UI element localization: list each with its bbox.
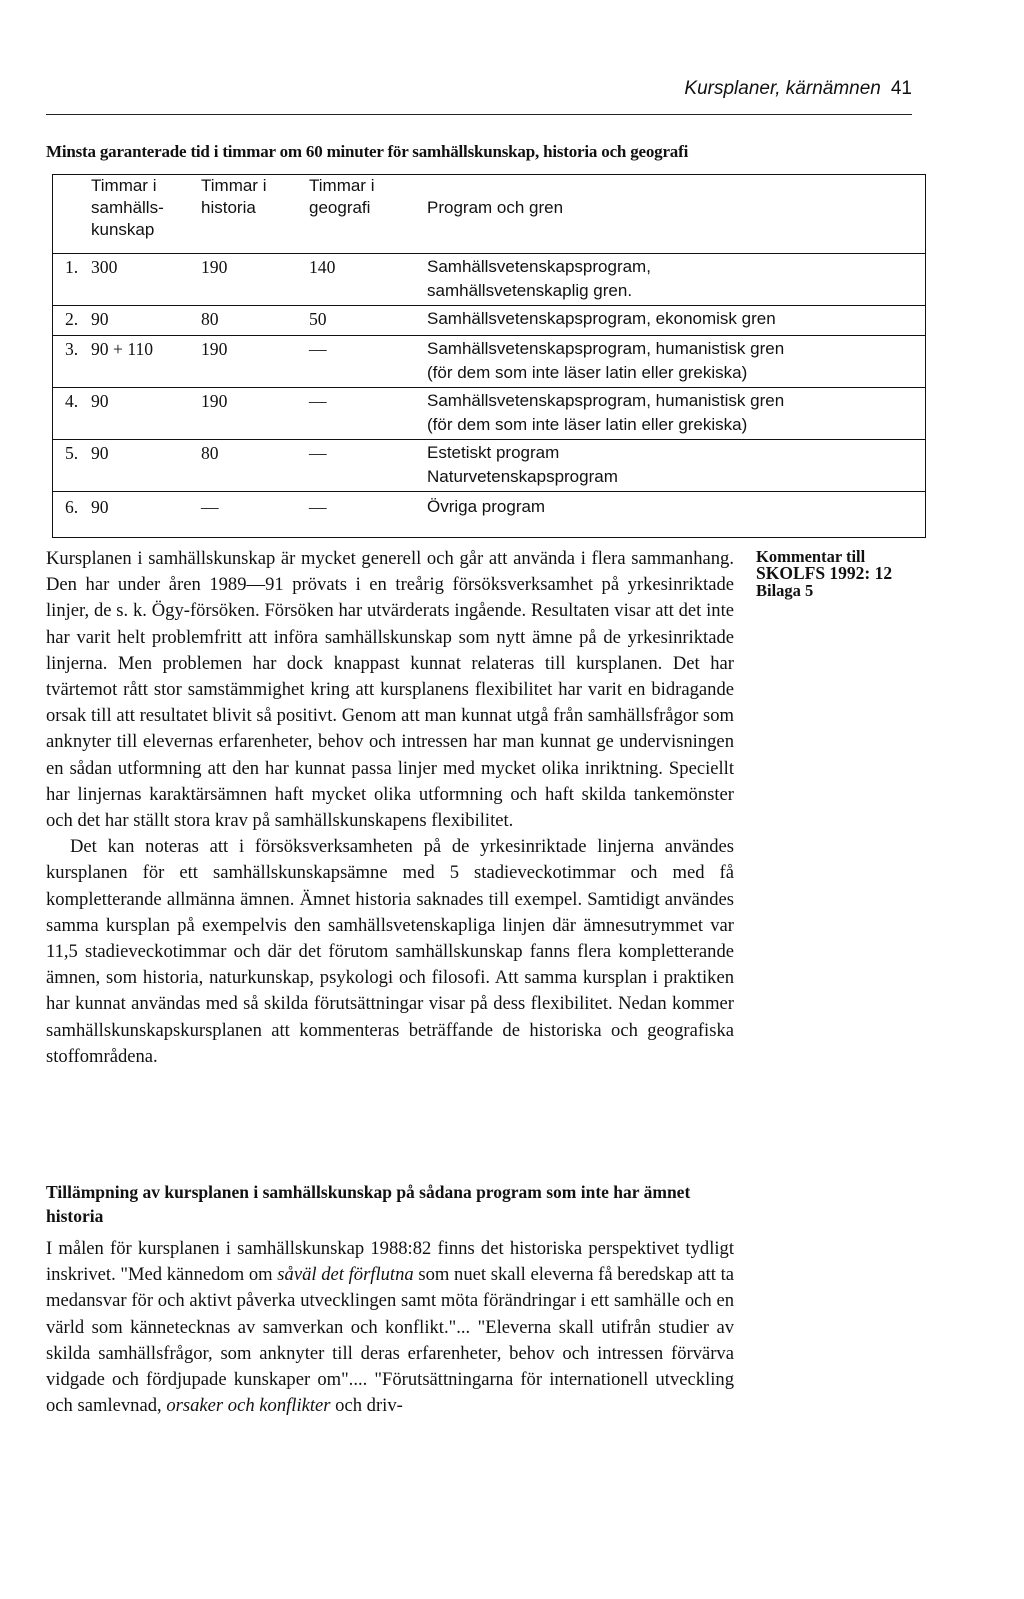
running-head bbox=[684, 78, 912, 100]
cell-historia: 190 bbox=[201, 339, 228, 359]
cell-samhallskunskap: 90 bbox=[91, 309, 109, 329]
cell-samhallskunskap: 90 bbox=[91, 391, 109, 411]
cell-samhallskunskap: 300 bbox=[91, 257, 118, 277]
paragraph: Det kan noteras att i försöksverksamheten på de yrkesinriktade linjerna användes kursplanen för ett samhällskunskapsämne med 5 stadieveckotimmar och med få kompletterande allmänna ämnen. Ämnet historia saknades till exempel. Samtidigt användes samma kursplan på exempelvis den samhällsvetenskapliga linjen där ämnesutrymmet var 11,5 stadieveckotimmar och där det förutom samhällskunskap fanns flera kompletterande ämnen, som historia, naturkunskap, psykologi och filosofi. Att samma kursplan i praktiken har kunnat användas med så skilda förutsättningar visar på dess flexibilitet. Nedan kommer samhällskunskapskursplanen att kommenteras beträffande de historiska och geografiska stoffområdena. bbox=[46, 836, 734, 1067]
cell-historia: 80 bbox=[201, 443, 219, 463]
table-header-row bbox=[53, 175, 925, 254]
col-header-program: Program och gren bbox=[427, 198, 564, 217]
body-text bbox=[46, 546, 734, 1070]
margin-note bbox=[756, 548, 916, 599]
row-index: 3. bbox=[65, 339, 79, 359]
time-table bbox=[52, 174, 926, 538]
row-index: 2. bbox=[65, 309, 79, 329]
row-index: 4. bbox=[65, 391, 79, 411]
cell-historia: 190 bbox=[201, 257, 228, 277]
row-index: 1. bbox=[65, 257, 79, 277]
cell-program: Samhällsvetenskapsprogram, ekonomisk gren bbox=[427, 309, 776, 328]
header-rule bbox=[46, 114, 912, 115]
table-caption: Minsta garanterade tid i timmar om 60 minuter för samhällskunskap, historia och geografi bbox=[46, 142, 689, 161]
body-text-section bbox=[46, 1236, 734, 1419]
table-row bbox=[53, 255, 925, 306]
paragraph bbox=[46, 1236, 734, 1419]
emphasis: orsaker och konflikter bbox=[166, 1395, 331, 1417]
cell-program: Samhällsvetenskapsprogram, humanistisk gren (för dem som inte läser latin eller grekiska) bbox=[427, 391, 785, 434]
cell-geografi: — bbox=[309, 497, 327, 517]
cell-samhallskunskap: 90 bbox=[91, 443, 109, 463]
row-index: 6. bbox=[65, 497, 79, 517]
cell-historia: 80 bbox=[201, 309, 219, 329]
table-row bbox=[53, 441, 925, 492]
cell-program: Samhällsvetenskapsprogram, samhällsvetenskaplig gren. bbox=[427, 257, 651, 300]
cell-geografi: — bbox=[309, 443, 327, 463]
page-number: 41 bbox=[890, 78, 912, 99]
cell-historia: 190 bbox=[201, 391, 228, 411]
margin-note-line: SKOLFS 1992: 12 bbox=[756, 563, 893, 583]
emphasis: såväl det förflutna bbox=[277, 1264, 414, 1286]
cell-geografi: 50 bbox=[309, 309, 327, 329]
table-row bbox=[53, 389, 925, 440]
col-header-historia: Timmar i historia bbox=[201, 176, 267, 217]
margin-note-line: Kommentar till bbox=[756, 547, 866, 566]
table-row bbox=[53, 337, 925, 388]
cell-samhallskunskap: 90 + 110 bbox=[91, 339, 154, 359]
section-heading: Tillämpning av kursplanen i samhällskunskap på sådana program som inte har ämnet historia bbox=[46, 1182, 691, 1226]
cell-samhallskunskap: 90 bbox=[91, 497, 109, 517]
paragraph: Kursplanen i samhällskunskap är mycket generell och går att använda i flera sammanhang. Den har under åren 1989—91 prövats i en treårig försöksverksamhet på yrkesinriktade linjer, de s. k. Ögy-försöken. Försöken har utvärderats ingående. Resultaten visar att det inte har varit helt problemfritt att införa samhällskunskap som nytt ämne på de yrkesinriktade linjerna. Men problemen har dock knappast kunnat relateras till kursplanen. Det har tvärtemot rått stor samstämmighet kring att kursplanens flexibilitet har varit en bidragande orsak till att resultatet blivit så positivt. Genom att man kunnat utgå från samhällsfrågor som anknyter till elevernas erfarenheter, behov och intressen har man kunnat ge undervisningen en sådan utformning att den har kunnat passa linjer med mycket olika inriktning. Speciellt har linjernas karaktärsämnen haft mycket olika utformning och haft skilda tankemönster och det har ställt stora krav på samhällskunskapens flexibilitet. bbox=[46, 548, 734, 832]
text-run: och driv- bbox=[330, 1395, 403, 1417]
cell-program: Övriga program bbox=[427, 497, 546, 516]
cell-historia: — bbox=[201, 497, 219, 517]
text-run: som nuet skall eleverna få beredskap att ta medansvar för och aktivt påverka utvecklingen samt möta förändringar i ett samhälle och en värld som kännetecknas av samverkan och konflikt."... "Eleverna skall utifrån studier av skilda samhällsfrågor, som anknyter till deras erfarenheter, behov och intressen förvärva vidgade och fördjupade kunskaper om".... "Förutsättningarna för internationell utveckling och samlevnad, bbox=[46, 1264, 734, 1417]
running-title: Kursplaner, kärnämnen bbox=[684, 78, 881, 99]
row-index: 5. bbox=[65, 443, 79, 463]
margin-note-line: Bilaga 5 bbox=[756, 581, 814, 600]
col-header-geografi: Timmar i geografi bbox=[309, 176, 375, 217]
cell-geografi: — bbox=[309, 391, 327, 411]
table-row bbox=[53, 307, 925, 336]
col-header-samhallskunskap: Timmar i samhälls- kunskap bbox=[91, 176, 164, 239]
table-row bbox=[53, 495, 925, 525]
cell-geografi: — bbox=[309, 339, 327, 359]
cell-geografi: 140 bbox=[309, 257, 336, 277]
text-run: I målen för kursplanen i samhällskunskap 1988:82 finns det historiska perspektivet tydligt inskrivet. "Med kännedom om bbox=[46, 1238, 734, 1286]
cell-program: Samhällsvetenskapsprogram, humanistisk gren (för dem som inte läser latin eller grekiska) bbox=[427, 339, 785, 382]
cell-program: Estetiskt program Naturvetenskapsprogram bbox=[427, 443, 618, 486]
